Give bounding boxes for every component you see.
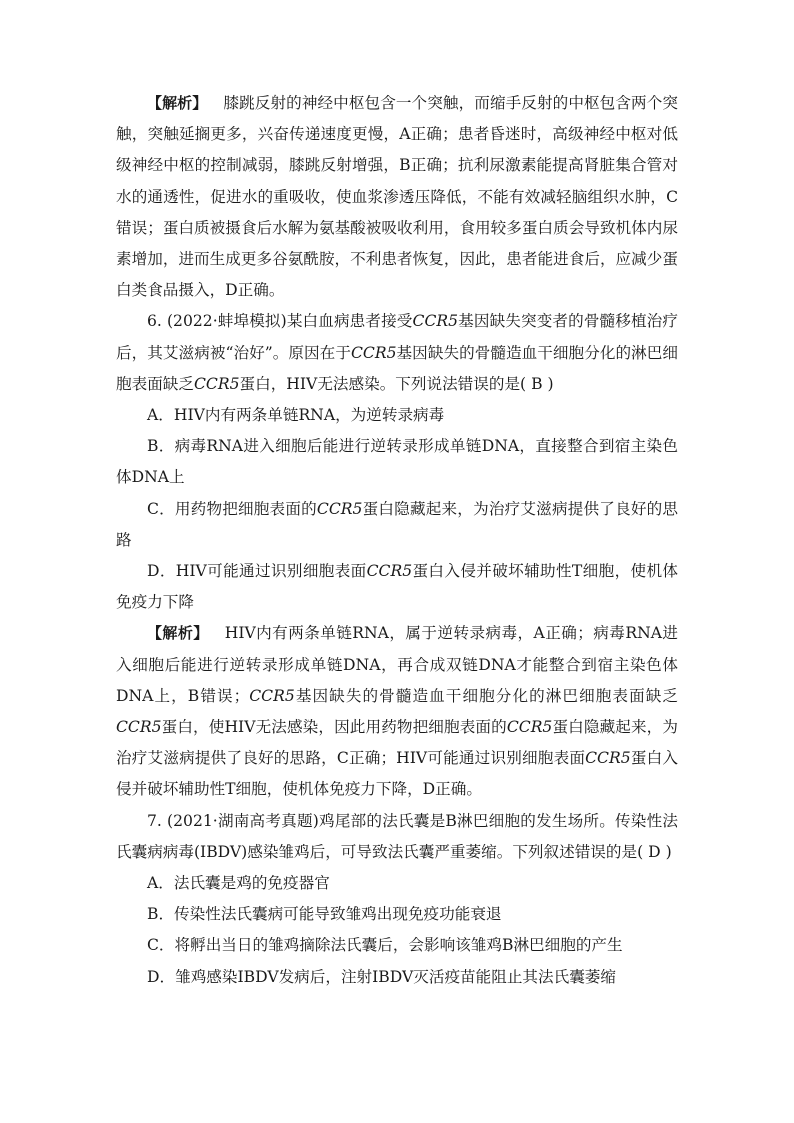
q6-option-b: B．病毒RNA进入细胞后能进行逆转录形成单链DNA，直接整合到宿主染色体DNA上 [116,437,678,487]
q5-analysis-paragraph [116,88,678,306]
q5-analysis-text: 膝跳反射的神经中枢包含一个突触，而缩手反射的中枢包含两个突触，突触延搁更多，兴奋传递速度更慢，A正确；患者昏迷时，高级神经中枢对低级神经中枢的控制减弱，膝跳反射增强，B正确；抗利尿激素能提高肾脏集合管对水的通透性，促进水的重吸收，使血浆渗透压降低，不能有效减轻脑组织水肿，C错误；蛋白质被摄食后水解为氨基酸被吸收利用，食用较多蛋白质会导致机体内尿素增加，进而生成更多谷氨酰胺，不利患者恢复，因此，患者能进食后，应减少蛋白类食品摄入，D正确。 [116,94,678,300]
gene-term: CCR5 [316,499,363,518]
q6-option-d: D．HIV可能通过识别细胞表面CCR5蛋白入侵并破坏辅助性T细胞，使机体免疫力下降 [116,562,678,612]
gene-term: CCR5 [249,686,295,705]
q6-analysis-paragraph: 【解析】 HIV内有两条单链RNA，属于逆转录病毒，A正确；病毒RNA进入细胞后能进行逆转录形成单链DNA，再合成双链DNA才能整合到宿主染色体DNA上，B错误；CCR5基因缺失的骨髓造血干细胞分化的淋巴细胞表面缺乏CCR5蛋白，使HIV无法感染，因此用药物把细胞表面的CCR5蛋白隐藏起来，为治疗艾滋病提供了良好的思路，C正确；HIV可能通过识别细胞表面CCR5蛋白入侵并破坏辅助性T细胞，使机体免疫力下降，D正确。 [116,624,678,799]
analysis-label: 【解析】 [147,94,208,112]
q6-option-c: C．用药物把细胞表面的CCR5蛋白隐藏起来，为治疗艾滋病提供了良好的思路 [116,499,678,549]
q7-option-d: D．雏鸡感染IBDV发病后，注射IBDV灭活疫苗能阻止其法氏囊萎缩 [147,967,616,986]
q7-option-b: B．传染性法氏囊病可能导致雏鸡出现免疫功能衰退 [147,905,502,924]
analysis-label: 【解析】 [147,624,209,643]
q7-option-c: C．将孵出当日的雏鸡摘除法氏囊后，会影响该雏鸡B淋巴细胞的产生 [147,936,623,955]
gene-term: CCR5 [412,312,459,331]
q7-stem: 7. (2021·湖南高考真题)鸡尾部的法氏囊是B淋巴细胞的发生场所。传染性法氏囊病病毒(IBDV)感染雏鸡后，可导致法氏囊严重萎缩。下列叙述错误的是( D ) [116,811,678,861]
document-page [116,88,678,993]
gene-term: CCR5 [116,718,162,737]
q7-option-a: A．法氏囊是鸡的免疫器官 [147,874,330,893]
q6-option-a: A．HIV内有两条单链RNA，为逆转录病毒 [147,406,445,425]
gene-term: CCR5 [193,374,240,393]
gene-term: CCR5 [585,749,631,768]
gene-term: CCR5 [506,718,553,737]
gene-term: CCR5 [350,343,397,362]
q6-stem: 6. (2022·蚌埠模拟)某白血病患者接受CCR5基因缺失突变者的骨髓移植治疗后，其艾滋病被“治好”。原因在于CCR5基因缺失的骨髓造血干细胞分化的淋巴细胞表面缺乏CCR5蛋白，HIV无法感染。下列说法错误的是( B ) [116,312,678,393]
gene-term: CCR5 [366,562,413,581]
